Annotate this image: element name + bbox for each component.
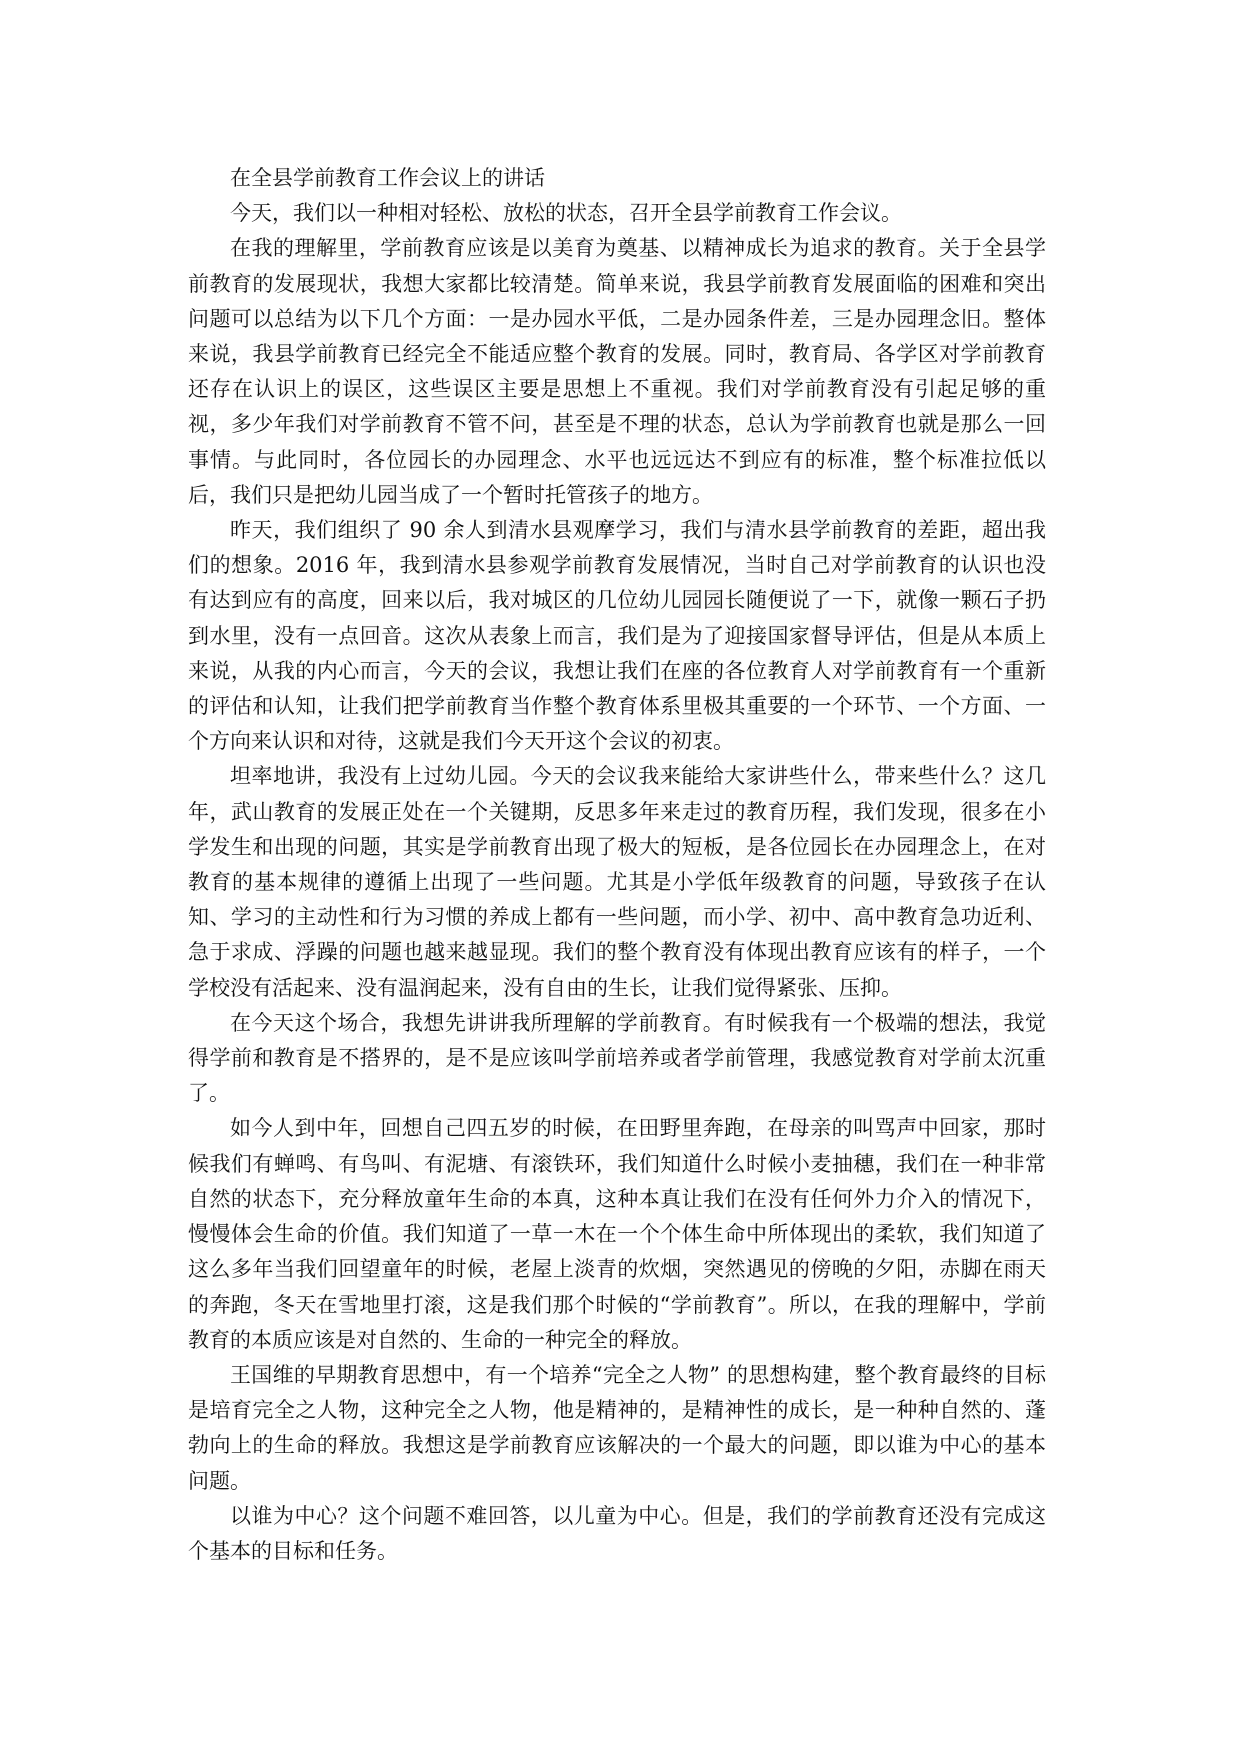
paragraph-1: 今天，我们以一种相对轻松、放松的状态，召开全县学前教育工作会议。 xyxy=(230,201,902,226)
document-body xyxy=(188,161,1046,1569)
paragraph-3: 昨天，我们组织了 90 余人到清水县观摩学习，我们与清水县学前教育的差距，超出我们的想象。2016 年，我到清水县参观学前教育发展情况，当时自己对学前教育的认识也没有达到应有的高度，回来以后，我对城区的几位幼儿园园长随便说了一下，就像一颗石子扔到水里，没有一点回音。这次从表象上而言，我们是为了迎接国家督导评估，但是从本质上来说，从我的内心而言，今天的会议，我想让我们在座的各位教育人对学前教育有一个重新的评估和认知，让我们把学前教育当作整个教育体系里极其重要的一个环节、一个方面、一个方向来认识和对待，这就是我们今天开这个会议的初衷。 xyxy=(188,518,1046,754)
paragraph-4: 坦率地讲，我没有上过幼儿园。今天的会议我来能给大家讲些什么，带来些什么？这几年，武山教育的发展正处在一个关键期，反思多年来走过的教育历程，我们发现，很多在小学发生和出现的问题，其实是学前教育出现了极大的短板，是各位园长在办园理念上，在对教育的基本规律的遵循上出现了一些问题。尤其是小学低年级教育的问题，导致孩子在认知、学习的主动性和行为习惯的养成上都有一些问题，而小学、初中、高中教育急功近利、急于求成、浮躁的问题也越来越显现。我们的整个教育没有体现出教育应该有的样子，一个学校没有活起来、没有温润起来，没有自由的生长，让我们觉得紧张、压抑。 xyxy=(188,764,1046,1000)
paragraph-2: 在我的理解里，学前教育应该是以美育为奠基、以精神成长为追求的教育。关于全县学前教育的发展现状，我想大家都比较清楚。简单来说，我县学前教育发展面临的困难和突出问题可以总结为以下几个方面：一是办园水平低，二是办园条件差，三是办园理念旧。整体来说，我县学前教育已经完全不能适应整个教育的发展。同时，教育局、各学区对学前教育还存在认识上的误区，这些误区主要是思想上不重视。我们对学前教育没有引起足够的重视，多少年我们对学前教育不管不问，甚至是不理的状态，总认为学前教育也就是那么一回事情。与此同时，各位园长的办园理念、水平也远远达不到应有的标准，整个标准拉低以后，我们只是把幼儿园当成了一个暂时托管孩子的地方。 xyxy=(188,236,1046,507)
paragraph-7: 王国维的早期教育思想中，有一个培养“完全之人物” 的思想构建，整个教育最终的目标是培育完全之人物，这种完全之人物，他是精神的，是精神性的成长，是一种种自然的、蓬勃向上的生命的释放。我想这是学前教育应该解决的一个最大的问题，即以谁为中心的基本问题。 xyxy=(188,1362,1046,1493)
paragraph-6: 如今人到中年，回想自己四五岁的时候，在田野里奔跑，在母亲的叫骂声中回家，那时候我们有蝉鸣、有鸟叫、有泥塘、有滚铁环，我们知道什么时候小麦抽穗，我们在一种非常自然的状态下，充分释放童年生命的本真，这种本真让我们在没有任何外力介入的情况下，慢慢体会生命的价值。我们知道了一草一木在一个个体生命中所体现出的柔软，我们知道了这么多年当我们回望童年的时候，老屋上淡青的炊烟，突然遇见的傍晚的夕阳，赤脚在雨天的奔跑，冬天在雪地里打滚，这是我们那个时候的“学前教育”。所以，在我的理解中，学前教育的本质应该是对自然的、生命的一种完全的释放。 xyxy=(188,1116,1046,1352)
paragraph-8: 以谁为中心？这个问题不难回答，以儿童为中心。但是，我们的学前教育还没有完成这个基本的目标和任务。 xyxy=(188,1503,1046,1563)
document-title: 在全县学前教育工作会议上的讲话 xyxy=(230,166,545,190)
paragraph-5: 在今天这个场合，我想先讲讲我所理解的学前教育。有时候我有一个极端的想法，我觉得学前和教育是不搭界的，是不是应该叫学前培养或者学前管理，我感觉教育对学前太沉重了。 xyxy=(188,1010,1046,1106)
